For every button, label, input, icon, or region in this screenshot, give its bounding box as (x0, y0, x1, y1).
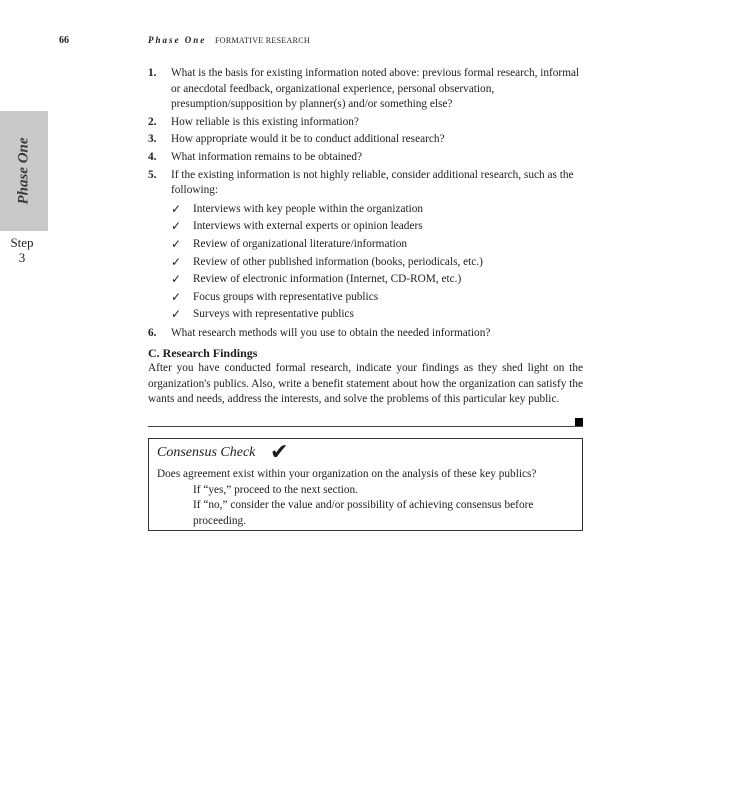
section-divider (148, 426, 583, 427)
question-text: What information remains to be obtained? (171, 150, 363, 163)
question-item (148, 326, 583, 342)
research-option (171, 271, 583, 289)
research-options-list (171, 201, 583, 324)
checkmark-icon: ✓ (171, 307, 182, 322)
research-option-text: Review of electronic information (Internet, CD-ROM, etc.) (193, 273, 462, 286)
checkmark-icon: ✓ (171, 254, 182, 269)
question-number: 1. (148, 67, 157, 79)
question-item (148, 115, 583, 131)
consensus-title: Consensus Check (157, 445, 256, 460)
research-option-text: Interviews with external experts or opinion leaders (193, 220, 423, 233)
research-option-text: Review of other published information (books, periodicals, etc.) (193, 255, 483, 268)
research-option-text: Surveys with representative publics (193, 308, 354, 321)
research-option (171, 254, 583, 272)
research-option (171, 218, 583, 236)
research-option-text: Interviews with key people within the organization (193, 202, 424, 215)
consensus-question: Does agreement exist within your organization on the analysis of these key publics? (157, 468, 537, 480)
side-tab-label: Phase One (15, 137, 32, 205)
page-number: 66 (59, 35, 69, 46)
question-number: 4. (148, 150, 157, 163)
question-item (148, 66, 583, 113)
question-item (148, 168, 583, 199)
findings-heading: C. Research Findings (148, 345, 258, 360)
findings-paragraph: After you have conducted formal research, indicate your findings as they shed light on the organization's publics. Also, write a benefit statement about how the organization can satisfy the wants and needs, address the interests, and solve the problems of this particular key public. (148, 362, 583, 406)
checkmark-icon: ✓ (171, 219, 182, 234)
research-option-text: Focus groups with representative publics (193, 290, 379, 303)
step-indicator (0, 235, 44, 265)
question-number: 5. (148, 168, 157, 181)
checkmark-icon: ✓ (171, 289, 182, 304)
running-head-phase: Phase One (148, 35, 207, 45)
phase-side-tab (0, 111, 48, 231)
research-option (171, 201, 583, 219)
question-item (148, 132, 583, 148)
question-number: 3. (148, 133, 157, 146)
step-number: 3 (18, 250, 26, 265)
question-number: 6. (148, 326, 157, 339)
research-option-text: Review of organizational literature/information (193, 237, 408, 250)
question-text: If the existing information is not highly reliable, consider additional research, such as the following: (171, 168, 574, 197)
question-number: 2. (148, 115, 157, 128)
checkmark-icon: ✓ (171, 201, 182, 216)
consensus-yes: If “yes,” proceed to the next section. (193, 483, 358, 496)
checkmark-icon: ✓ (171, 272, 182, 287)
running-head-section: FORMATIVE RESEARCH (215, 36, 310, 45)
checkmark-icon: ✓ (171, 236, 182, 251)
checkmark-icon: ✔ (270, 439, 289, 464)
end-mark (575, 418, 583, 426)
question-text: What research methods will you use to obtain the needed information? (171, 326, 491, 339)
research-option (171, 289, 583, 307)
step-label: Step (10, 235, 34, 250)
question-text: How reliable is this existing information? (171, 115, 359, 128)
question-text: What is the basis for existing information noted above: previous formal research, informal or anecdotal feedback, organizational experience, personal observation, presumption/supposition by planner(s) and/or something else? (171, 67, 580, 111)
main-content (148, 66, 583, 408)
question-text: How appropriate would it be to conduct additional research? (171, 133, 445, 146)
research-option (171, 236, 583, 254)
research-option (171, 306, 583, 324)
question-item (148, 150, 583, 166)
consensus-no: If “no,” consider the value and/or possibility of achieving consensus before proceeding. (193, 499, 534, 527)
consensus-body (157, 467, 579, 529)
